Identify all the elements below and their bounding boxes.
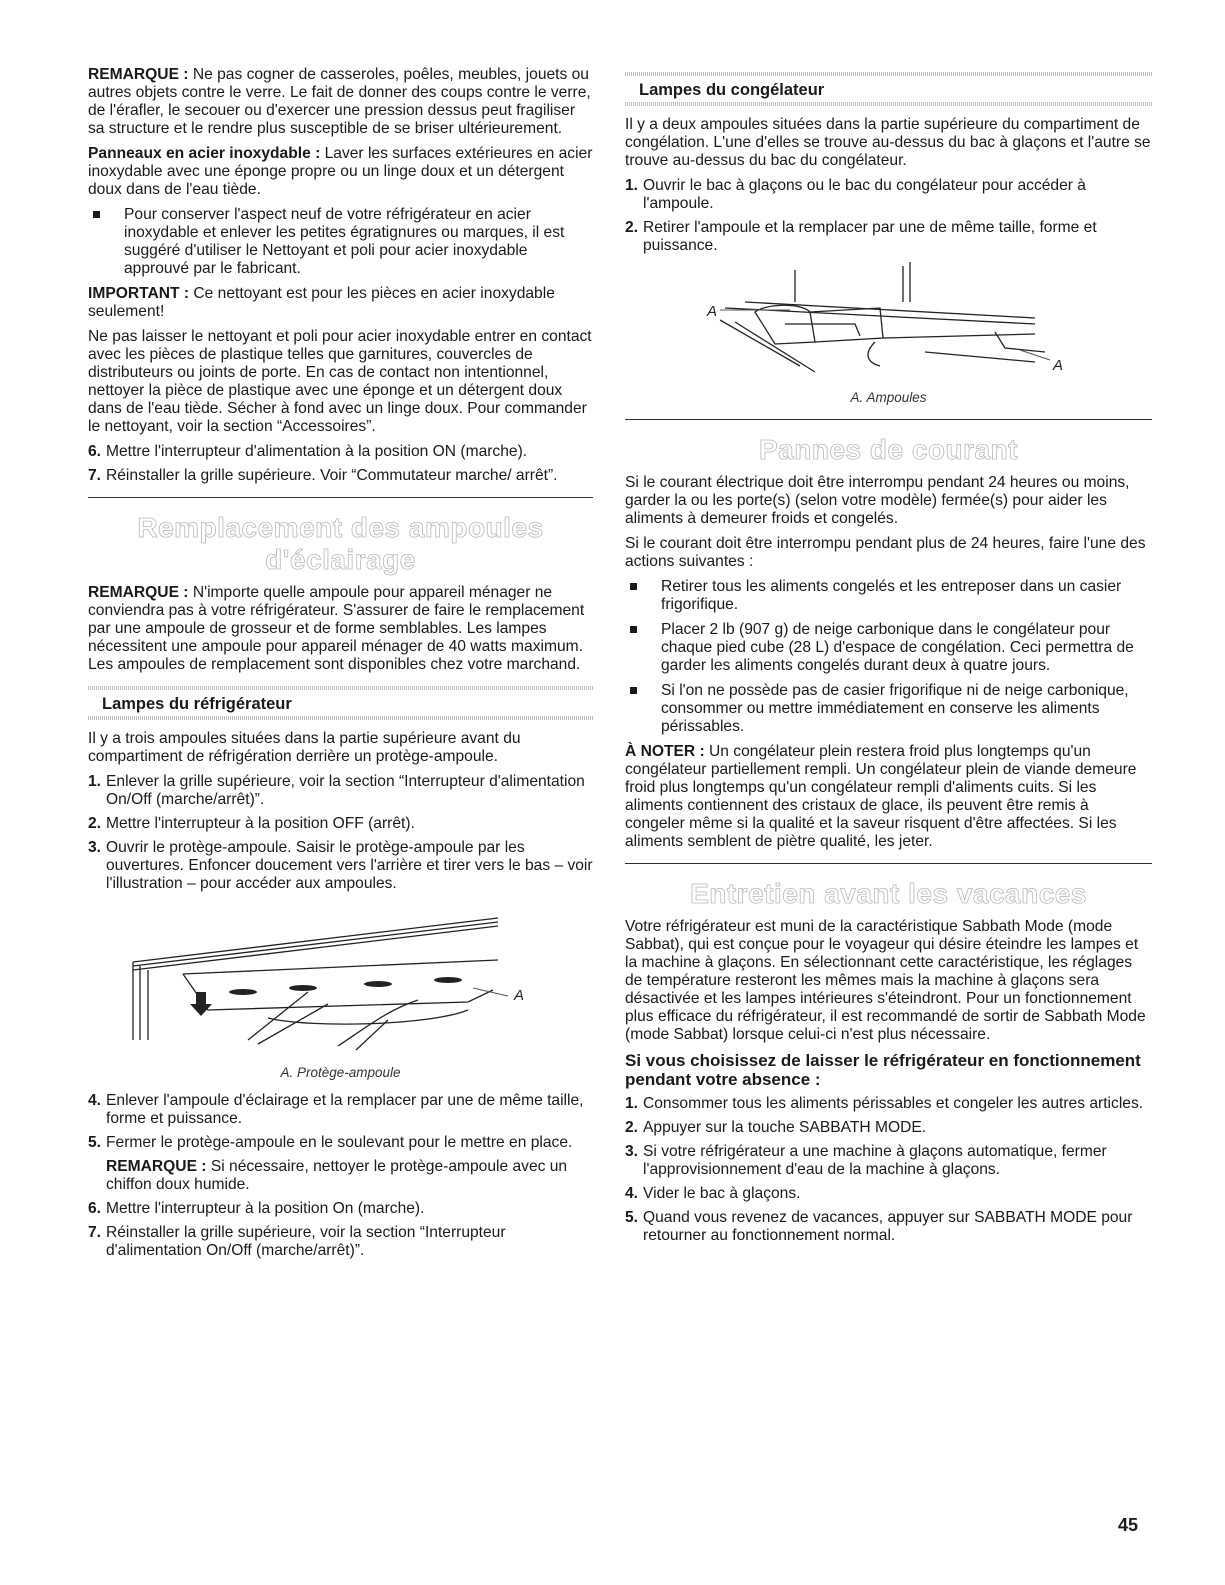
cleaner-warning-paragraph: Ne pas laisser le nettoyant et poli pour acier inoxydable entrer en contact avec les pièces de plastique telles que garnitures, couvercles de distributeurs ou joints de porte. En cas de contact non intentionnel, nettoyer la pièce de plastique avec une éponge et un détergent doux dans de l'eau tiède. Sécher à fond avec un linge doux. Pour commander le nettoyant, voir la section “Accessoires”. bbox=[88, 328, 592, 435]
right-column bbox=[625, 66, 1152, 1252]
freezer-note-paragraph: À NOTER : Un congélateur plein restera froid plus longtemps qu'un congélateur partiellement rempli. Un congélateur plein de viande demeure froid plus longtemps qu'un congélateur rempli d'aliments cuits. Si les aliments contiennent des cristaux de glace, ils peuvent être remis à congeler même si la qualité et la saveur risquent d'être affectées. Si les aliments semblent de piètre qualité, les jeter. bbox=[625, 743, 1137, 850]
hatch-rule bbox=[88, 716, 593, 720]
list-item: Pour conserver l'aspect neuf de votre réfrigérateur en acier inoxydable et enlever les petites égratignures ou marques, il est suggéré d'utiliser le Nettoyant et poli pour acier inoxydable approuvé par le fabricant. bbox=[88, 206, 593, 278]
list-item: 3. Ouvrir le protège-ampoule. Saisir le protège-ampoule par les ouvertures. Enfoncer doucement vers l'arrière et tirer vers le bas – voir l'illustration – pour accéder aux ampoules. bbox=[88, 839, 593, 892]
list-item: 3. Si votre réfrigérateur a une machine à glaçons automatique, fermer l'approvisionnement d'eau de la machine à glaçons. bbox=[625, 1143, 1107, 1178]
list-item: Placer 2 lb (907 g) de neige carbonique dans le congélateur pour chaque pied cube (28 L) d'espace de congélation. Ceci permettra de garder les aliments congelés durant deux à quatre jours. bbox=[625, 621, 1152, 675]
section-title-vacation-care: Entretien avant les vacances bbox=[690, 878, 1087, 909]
freezer-lamps-intro: Il y a deux ampoules situées dans la partie supérieure du compartiment de congélation. L'une d'elles se trouve au-dessus du bac à glaçons et l'autre se trouve au-dessus du bac du congélateur. bbox=[625, 116, 1151, 169]
list-item: 7. Réinstaller la grille supérieure. Voir “Commutateur marche/ arrêt”. bbox=[88, 467, 558, 484]
figure-caption: A. Ampoules bbox=[850, 390, 927, 405]
list-item: 1. Ouvrir le bac à glaçons ou le bac du congélateur pour accéder à l'ampoule. bbox=[625, 177, 1086, 212]
stainless-panels-paragraph: Panneaux en acier inoxydable : Laver les surfaces extérieures en acier inoxydable avec une éponge propre ou un linge doux et un détergent doux dans de l'eau tiède. bbox=[88, 145, 593, 198]
list-item: 5. Fermer le protège-ampoule en le soulevant pour le mettre en place. REMARQUE : Si nécessaire, nettoyer le protège-ampoule avec un chiffon doux humide. bbox=[88, 1134, 593, 1194]
freezer-lamps-subhead-block bbox=[625, 72, 1152, 106]
list-item: 6. Mettre l'interrupteur à la position On (marche). bbox=[88, 1200, 425, 1217]
vacation-intro-paragraph: Votre réfrigérateur est muni de la caractéristique Sabbath Mode (mode Sabbat), qui est conçue pour le voyageur qui désire éteindre les lampes et la machine à glaçons. En sélectionnant cette caractéristique, les réglages de température resteront les mêmes mais la machine à glaçons sera désactivée et les lampes intérieures s'éteindront. Pour un fonctionnement plus efficace du réfrigérateur, il est recommandé de sortir de Sabbath Mode (mode Sabbat) lorsque celui-ci n'est plus nécessaire. bbox=[625, 918, 1146, 1043]
list-item: 6. Mettre l'interrupteur d'alimentation à la position ON (marche). bbox=[88, 443, 528, 460]
list-item: 1. Enlever la grille supérieure, voir la section “Interrupteur d'alimentation On/Off (marche/arrêt)”. bbox=[88, 773, 585, 808]
figure-label-a-left: A bbox=[707, 303, 718, 320]
section-divider bbox=[625, 419, 1152, 420]
bulb-note-paragraph: REMARQUE : N'importe quelle ampoule pour appareil ménager ne conviendra pas à votre réfrigérateur. S'assurer de faire le remplacement par une ampoule de grosseur et de forme semblables. Les lampes nécessitent une ampoule pour appareil ménager de 40 watts maximum. Les ampoules de remplacement sont disponibles chez votre marchand. bbox=[88, 584, 585, 673]
freezer-bulbs-illustration bbox=[625, 262, 1152, 385]
list-item: 4. Enlever l'ampoule d'éclairage et la remplacer par une de même taille, forme et puissance. bbox=[88, 1092, 584, 1127]
subhead-vacation-running: Si vous choisissez de laisser le réfrigérateur en fonctionnement pendant votre absence : bbox=[625, 1051, 1141, 1089]
section-divider bbox=[625, 863, 1152, 864]
power-outage-p2: Si le courant doit être interrompu pendant plus de 24 heures, faire l'une des actions suivantes : bbox=[625, 535, 1146, 570]
section-title-bulb-replacement: Remplacement des ampoules d'éclairage bbox=[137, 512, 544, 575]
fridge-lamp-steps-a bbox=[88, 773, 593, 893]
list-item: 5. Quand vous revenez de vacances, appuyer sur SABBATH MODE pour retourner au fonctionnement normal. bbox=[625, 1209, 1133, 1244]
vacation-steps bbox=[625, 1095, 1152, 1245]
list-item: 7. Réinstaller la grille supérieure, voir la section “Interrupteur d'alimentation On/Off (marche/arrêt)”. bbox=[88, 1224, 506, 1259]
section-divider bbox=[88, 497, 593, 498]
important-paragraph: IMPORTANT : Ce nettoyant est pour les pièces en acier inoxydable seulement! bbox=[88, 285, 555, 320]
list-item: 2. Retirer l'ampoule et la remplacer par une de même taille, forme et puissance. bbox=[625, 219, 1097, 254]
figure-label-a-right: A bbox=[1053, 357, 1064, 374]
lamp-shield-drawing bbox=[88, 900, 593, 1055]
stainless-bullet-list bbox=[88, 206, 593, 278]
hatch-rule bbox=[625, 102, 1152, 106]
left-column bbox=[88, 66, 593, 1267]
cleaning-steps bbox=[88, 443, 593, 485]
list-item: 2. Appuyer sur la touche SABBATH MODE. bbox=[625, 1119, 927, 1136]
lamp-shield-illustration bbox=[88, 900, 593, 1060]
freezer-lamp-steps bbox=[625, 177, 1152, 255]
section-title-power-outage: Pannes de courant bbox=[758, 434, 1018, 465]
power-outage-p1: Si le courant électrique doit être interrompu pendant 24 heures ou moins, garder la ou les porte(s) (selon votre modèle) fermée(s) pour aider les aliments à demeurer froids et congelés. bbox=[625, 474, 1130, 527]
list-item: Si l'on ne possède pas de casier frigorifique ni de neige carbonique, consommer ou mettre immédiatement en conserve les aliments périssables. bbox=[625, 682, 1152, 736]
fridge-lamps-subhead-block bbox=[88, 686, 593, 720]
figure-caption: A. Protège-ampoule bbox=[280, 1065, 401, 1080]
list-item: Retirer tous les aliments congelés et les entreposer dans un casier frigorifique. bbox=[625, 578, 1152, 614]
power-outage-bullets bbox=[625, 578, 1152, 736]
subhead-fridge-lamps: Lampes du réfrigérateur bbox=[102, 695, 292, 713]
shield-note-paragraph: REMARQUE : Si nécessaire, nettoyer le protège-ampoule avec un chiffon doux humide. bbox=[106, 1158, 568, 1193]
glass-note-paragraph: REMARQUE : Ne pas cogner de casseroles, poêles, meubles, jouets ou autres objets contre le verre. Le fait de donner des coups contre le verre, de l'érafler, le secouer ou d'exercer une pression dessus peut fragiliser sa structure et le rendre plus susceptible de se briser ultérieurement. bbox=[88, 66, 591, 137]
list-item: 1. Consommer tous les aliments périssables et congeler les autres articles. bbox=[625, 1095, 1144, 1112]
subhead-freezer-lamps: Lampes du congélateur bbox=[639, 81, 825, 99]
figure-label-a: A bbox=[514, 987, 525, 1004]
fridge-lamps-intro: Il y a trois ampoules situées dans la partie supérieure avant du compartiment de réfrigération derrière un protège-ampoule. bbox=[88, 730, 521, 765]
list-item: 2. Mettre l'interrupteur à la position OFF (arrêt). bbox=[88, 815, 415, 832]
list-item: 4. Vider le bac à glaçons. bbox=[625, 1185, 801, 1202]
freezer-bulbs-drawing bbox=[625, 262, 1152, 380]
page-number: 45 bbox=[1118, 1515, 1139, 1535]
fridge-lamp-steps-b bbox=[88, 1092, 593, 1260]
